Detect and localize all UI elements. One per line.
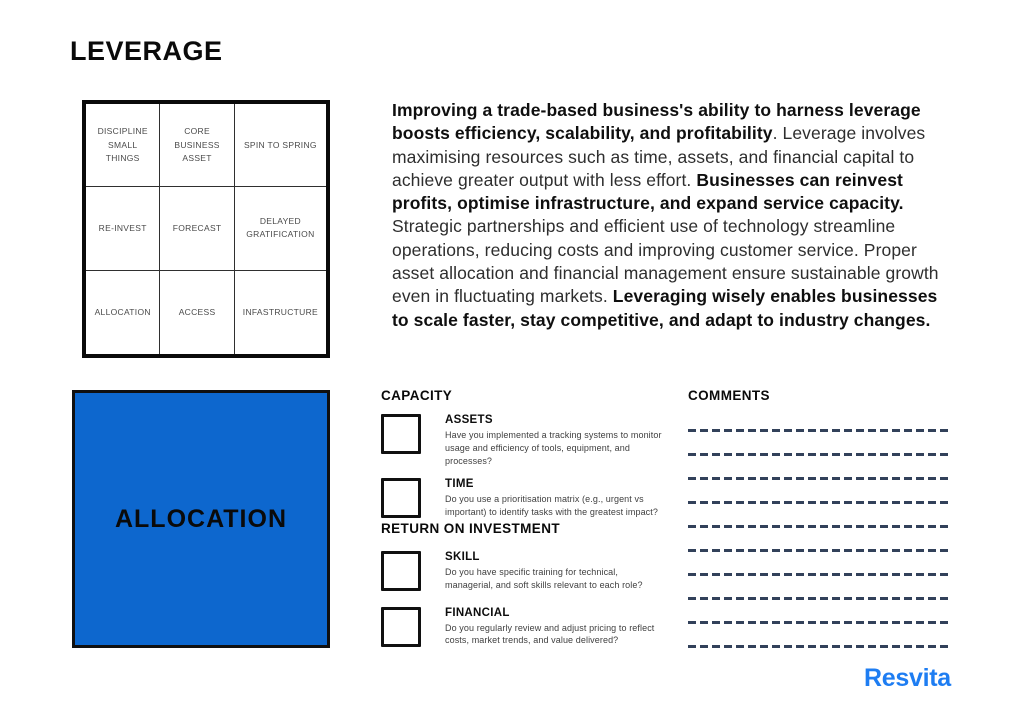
intro-segment: Improving a trade-based business's ability to harness leverage boosts efficiency, scalability, and profitability <box>392 100 921 144</box>
resvita-logo: Resvita <box>864 664 951 692</box>
comment-line <box>688 549 950 552</box>
allocation-card-label: ALLOCATION <box>114 504 287 533</box>
skill-question: Do you have specific training for technical, managerial, and soft skills relevant to each role? <box>445 567 643 590</box>
allocation-card <box>72 390 330 648</box>
comment-line <box>688 645 950 648</box>
matrix-cell-infastructure: INFASTRUCTURE <box>242 306 318 317</box>
matrix-cell-re-invest: RE-INVEST <box>86 187 160 270</box>
check-item-assets <box>381 414 673 467</box>
time-text <box>445 478 665 519</box>
assets-text <box>445 414 665 467</box>
skill-checkbox[interactable] <box>381 551 421 591</box>
check-item-skill <box>381 551 673 592</box>
page-title: LEVERAGE <box>70 36 223 66</box>
check-item-financial <box>381 607 673 648</box>
matrix-cell-allocation: ALLOCATION <box>86 271 160 354</box>
comments-heading: COMMENTS <box>688 388 770 403</box>
comments-section <box>688 388 950 669</box>
section-capacity <box>381 388 673 519</box>
time-label: TIME <box>445 478 474 491</box>
financial-question: Do you regularly review and adjust pricing to reflect costs, market trends, and value delivered? <box>445 622 655 646</box>
matrix-cell-spin-to-spring: SPIN TO SPRING <box>235 104 326 187</box>
skill-label: SKILL <box>445 551 480 563</box>
matrix-cell-delayed-gratification: DELAYED GRATIFICATION <box>235 187 326 270</box>
comment-line <box>688 477 950 480</box>
capacity-heading: CAPACITY <box>381 388 453 403</box>
intro-paragraph <box>392 99 954 332</box>
financial-checkbox[interactable] <box>381 607 421 647</box>
matrix-cell-discipline-small-things: DISCIPLINE SMALL THINGS <box>86 104 160 187</box>
comment-line <box>688 597 950 600</box>
comment-line <box>688 573 950 576</box>
assets-label: ASSETS <box>445 414 493 426</box>
comment-line <box>688 501 950 504</box>
time-question: Do you use a prioritisation matrix (e.g., urgent vs important) to identify tasks with the greatest impact? <box>445 494 658 518</box>
comment-line <box>688 621 950 624</box>
intro-segment: . Leverage involves maximising resources such as time, assets, and financial capital to achieve greater output with less effort. <box>392 123 926 190</box>
section-return-on-investment <box>381 521 673 647</box>
matrix-cell-core-business-asset: CORE BUSINESS ASSET <box>160 104 234 187</box>
comment-line <box>688 453 950 456</box>
check-item-time <box>381 478 673 519</box>
intro-segment: Leveraging wisely enables businesses to scale faster, stay competitive, and adapt to industry changes. <box>392 286 938 330</box>
matrix-cell-forecast: FORECAST <box>160 187 234 270</box>
comment-line <box>688 525 950 528</box>
assets-checkbox[interactable] <box>381 414 421 454</box>
roi-heading: RETURN ON INVESTMENT <box>381 521 561 536</box>
matrix-cell-access: ACCESS <box>160 271 234 354</box>
financial-label: FINANCIAL <box>445 606 510 619</box>
comments-write-area <box>688 429 950 648</box>
time-checkbox[interactable] <box>381 478 421 518</box>
skill-text <box>445 551 665 592</box>
assets-question: Have you implemented a tracking systems to monitor usage and efficiency of tools, equipment, and processes? <box>445 430 662 466</box>
intro-segment: Strategic partnerships and efficient use of technology streamline operations, reducing costs and improving customer service. Proper asset allocation and financial management ensure sustainable growth even in fluctuating markets. <box>392 216 939 307</box>
leverage-matrix <box>82 100 330 358</box>
comment-line <box>688 429 950 432</box>
financial-text <box>445 607 665 648</box>
intro-segment: Businesses can reinvest profits, optimise infrastructure, and expand service capacity. <box>392 169 904 214</box>
